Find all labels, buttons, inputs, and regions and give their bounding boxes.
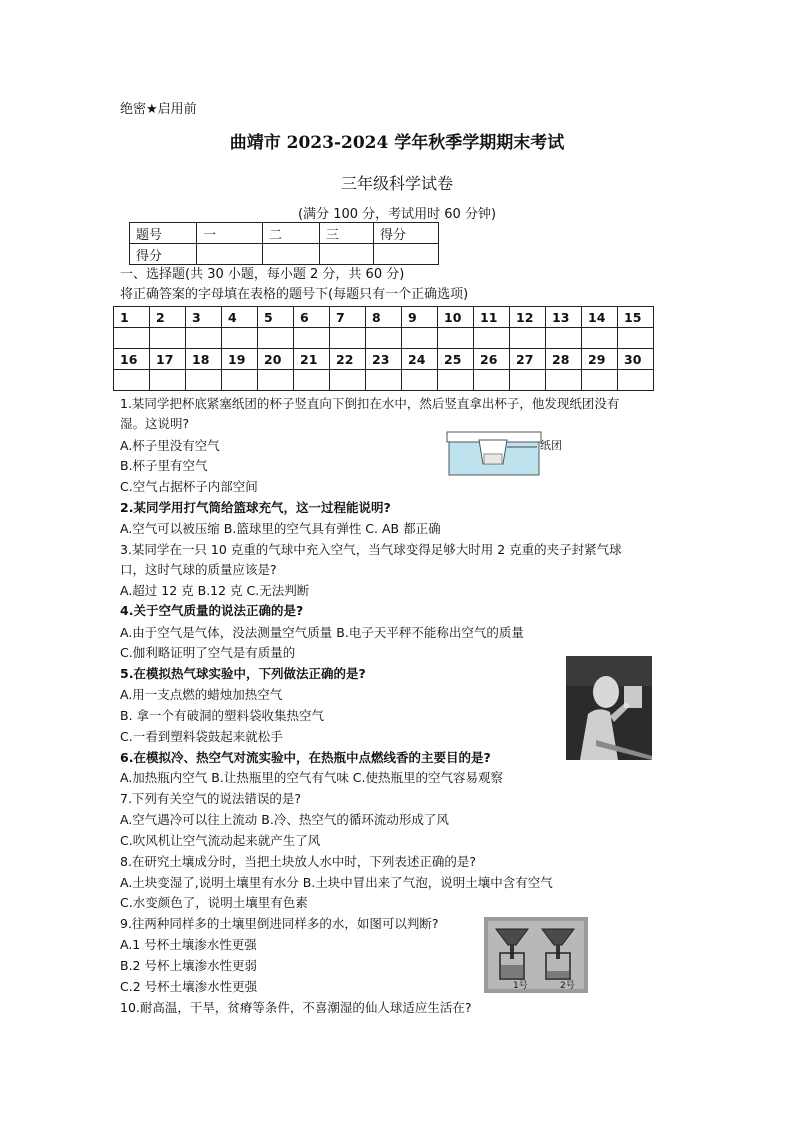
question-3-text: 3.某同学在一只 10 克重的气球中充入空气，当气球变得足够大时用 2 克重的夹子封紧气球 bbox=[120, 542, 622, 557]
question-number-cell: 28 bbox=[546, 349, 582, 370]
table-cell[interactable] bbox=[197, 244, 263, 265]
answer-cell[interactable] bbox=[438, 328, 474, 349]
question-number-cell: 9 bbox=[402, 307, 438, 328]
answer-cell[interactable] bbox=[222, 370, 258, 391]
question-number-cell: 20 bbox=[258, 349, 294, 370]
table-cell[interactable] bbox=[320, 244, 374, 265]
question-number-cell: 24 bbox=[402, 349, 438, 370]
answer-cell[interactable] bbox=[366, 328, 402, 349]
question-1-option-b: B.杯子里有空气 bbox=[120, 458, 208, 473]
question-number-cell: 4 bbox=[222, 307, 258, 328]
table-row bbox=[114, 307, 654, 328]
question-5-option-c: C.一看到塑料袋鼓起来就松手 bbox=[120, 729, 283, 744]
answer-cell[interactable] bbox=[330, 370, 366, 391]
answer-cell[interactable] bbox=[402, 328, 438, 349]
question-number-cell: 27 bbox=[510, 349, 546, 370]
question-6-text: 6.在模拟冷、热空气对流实验中，在热瓶中点燃线香的主要目的是? bbox=[120, 750, 491, 765]
question-number-cell: 12 bbox=[510, 307, 546, 328]
answer-cell[interactable] bbox=[186, 328, 222, 349]
question-4-text: 4.关于空气质量的说法正确的是? bbox=[120, 603, 304, 618]
table-cell[interactable] bbox=[374, 244, 439, 265]
question-number-cell: 1 bbox=[114, 307, 150, 328]
question-number-cell: 13 bbox=[546, 307, 582, 328]
question-number-cell: 18 bbox=[186, 349, 222, 370]
answer-cell[interactable] bbox=[474, 370, 510, 391]
answer-cell[interactable] bbox=[114, 370, 150, 391]
question-10-text: 10.耐高温，干旱，贫瘠等条件，不喜潮湿的仙人球适应生活在? bbox=[120, 1000, 472, 1015]
answer-cell[interactable] bbox=[546, 328, 582, 349]
question-number-cell: 5 bbox=[258, 307, 294, 328]
answer-cell[interactable] bbox=[294, 328, 330, 349]
question-5-text: 5.在模拟热气球实验中，下列做法正确的是? bbox=[120, 666, 366, 681]
question-9-option-a: A.1 号杯土壤渗水性更强 bbox=[120, 937, 257, 952]
question-number-cell: 23 bbox=[366, 349, 402, 370]
question-1-option-c: C.空气占据杯子内部空间 bbox=[120, 479, 258, 494]
question-number-cell: 19 bbox=[222, 349, 258, 370]
table-row bbox=[130, 223, 439, 244]
table-cell: 一 bbox=[197, 223, 263, 244]
answer-cell[interactable] bbox=[150, 328, 186, 349]
hot-air-balloon-photo bbox=[566, 656, 652, 760]
question-1-text-cont: 湿。这说明? bbox=[120, 416, 190, 431]
question-3-text-cont: 口，这时气球的质量应该是? bbox=[120, 562, 277, 577]
answer-cell[interactable] bbox=[258, 328, 294, 349]
section-heading: 一、选择题(共 30 小题，每小题 2 分，共 60 分) bbox=[120, 267, 405, 282]
answer-cell[interactable] bbox=[618, 328, 654, 349]
question-8-options-ab: A.土块变湿了,说明土壤里有水分 B.土块中冒出来了气泡，说明土壤中含有空气 bbox=[120, 875, 553, 890]
answer-cell[interactable] bbox=[510, 328, 546, 349]
question-9-option-c: C.2 号杯土壤渗水性更强 bbox=[120, 979, 258, 994]
question-4-options-ab: A.由于空气是气体，没法测量空气质量 B.电子天平秤不能称出空气的质量 bbox=[120, 625, 524, 640]
question-9-text: 9.往两种同样多的土壤里倒进同样多的水，如图可以判断? bbox=[120, 916, 439, 931]
question-7-options-ab: A.空气遇冷可以往上流动 B.冷、热空气的循环流动形成了风 bbox=[120, 812, 449, 827]
question-number-cell: 6 bbox=[294, 307, 330, 328]
question-number-cell: 26 bbox=[474, 349, 510, 370]
answer-cell[interactable] bbox=[474, 328, 510, 349]
question-number-cell: 10 bbox=[438, 307, 474, 328]
answer-cell[interactable] bbox=[582, 370, 618, 391]
question-1-text: 1.某同学把杯底紧塞纸团的杯子竖直向下倒扣在水中，然后竖直拿出杯子，他发现纸团没有 bbox=[120, 396, 620, 411]
question-number-cell: 29 bbox=[582, 349, 618, 370]
paper-ball-label: 纸团 bbox=[540, 439, 562, 452]
question-number-cell: 8 bbox=[366, 307, 402, 328]
question-number-cell: 3 bbox=[186, 307, 222, 328]
question-5-option-b: B. 拿一个有破洞的塑料袋收集热空气 bbox=[120, 708, 325, 723]
question-number-cell: 15 bbox=[618, 307, 654, 328]
question-5-option-a: A.用一支点燃的蜡烛加热空气 bbox=[120, 687, 283, 702]
answer-cell[interactable] bbox=[186, 370, 222, 391]
question-number-cell: 11 bbox=[474, 307, 510, 328]
question-8-option-c: C.水变颜色了，说明土壤里有色素 bbox=[120, 895, 308, 910]
answer-cell[interactable] bbox=[222, 328, 258, 349]
answer-cell[interactable] bbox=[330, 328, 366, 349]
answer-cell[interactable] bbox=[366, 370, 402, 391]
question-number-cell: 21 bbox=[294, 349, 330, 370]
question-number-cell: 14 bbox=[582, 307, 618, 328]
answer-cell[interactable] bbox=[402, 370, 438, 391]
answer-cell[interactable] bbox=[546, 370, 582, 391]
question-2-text: 2.某同学用打气筒给篮球充气，这一过程能说明? bbox=[120, 500, 391, 515]
table-cell: 得分 bbox=[130, 244, 197, 265]
section-instruction: 将正确答案的字母填在表格的题号下(每题只有一个正确选项) bbox=[120, 287, 469, 302]
question-2-options: A.空气可以被压缩 B.篮球里的空气具有弹性 C. AB 都正确 bbox=[120, 521, 441, 536]
table-cell: 二 bbox=[263, 223, 320, 244]
question-number-cell: 30 bbox=[618, 349, 654, 370]
question-6-options: A.加热瓶内空气 B.让热瓶里的空气有气味 C.使热瓶里的空气容易观察 bbox=[120, 770, 504, 785]
answer-cell[interactable] bbox=[150, 370, 186, 391]
answer-cell[interactable] bbox=[258, 370, 294, 391]
cup-2-label: 2号 bbox=[560, 981, 575, 991]
cup-in-water-figure bbox=[445, 430, 585, 478]
table-cell: 题号 bbox=[130, 223, 197, 244]
question-number-cell: 17 bbox=[150, 349, 186, 370]
question-number-cell: 2 bbox=[150, 307, 186, 328]
question-9-option-b: B.2 号杯上壤渗水性更弱 bbox=[120, 958, 257, 973]
score-table bbox=[129, 222, 439, 265]
question-7-option-c: C.吹风机让空气流动起来就产生了风 bbox=[120, 833, 321, 848]
question-8-text: 8.在研究土壤成分时，当把土块放人水中时，下列表述正确的是? bbox=[120, 854, 477, 869]
confidential-label: 绝密★启用前 bbox=[120, 102, 197, 117]
exam-subtitle: 三年级科学试卷 bbox=[340, 174, 453, 193]
exam-note: (满分 100 分，考试用时 60 分钟) bbox=[297, 207, 497, 222]
exam-title: 曲靖市 2023-2024 学年秋季学期期末考试 bbox=[229, 133, 565, 153]
cup-1-label: 1号 bbox=[513, 981, 528, 991]
question-3-options: A.超过 12 克 B.12 克 C.无法判断 bbox=[120, 583, 310, 598]
table-cell: 三 bbox=[320, 223, 374, 244]
table-row bbox=[114, 370, 654, 391]
table-cell[interactable] bbox=[263, 244, 320, 265]
table-row bbox=[130, 244, 439, 265]
table-row bbox=[114, 328, 654, 349]
table-row bbox=[114, 349, 654, 370]
question-number-cell: 22 bbox=[330, 349, 366, 370]
answer-cell[interactable] bbox=[510, 370, 546, 391]
answer-cell[interactable] bbox=[582, 328, 618, 349]
answer-table bbox=[113, 306, 654, 391]
answer-cell[interactable] bbox=[294, 370, 330, 391]
question-number-cell: 16 bbox=[114, 349, 150, 370]
answer-cell[interactable] bbox=[438, 370, 474, 391]
question-number-cell: 25 bbox=[438, 349, 474, 370]
question-4-option-c: C.伽利略证明了空气是有质量的 bbox=[120, 645, 296, 660]
question-1-option-a: A.杯子里没有空气 bbox=[120, 438, 220, 453]
answer-cell[interactable] bbox=[114, 328, 150, 349]
table-cell: 得分 bbox=[374, 223, 439, 244]
question-7-text: 7.下列有关空气的说法错误的是? bbox=[120, 791, 302, 806]
answer-cell[interactable] bbox=[618, 370, 654, 391]
question-number-cell: 7 bbox=[330, 307, 366, 328]
